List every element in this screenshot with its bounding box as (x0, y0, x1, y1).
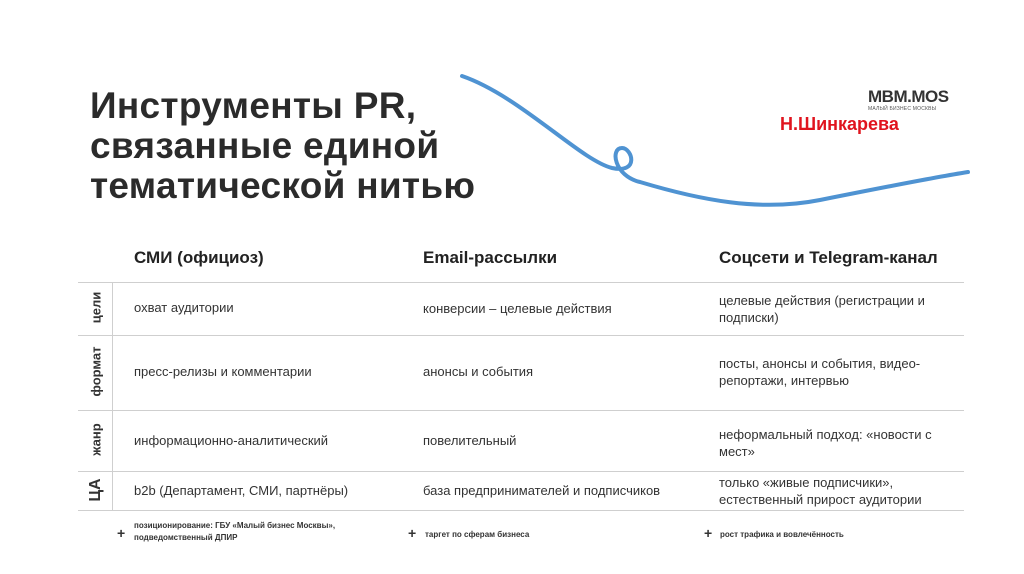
column-header-email: Email-рассылки (423, 248, 558, 267)
table-cell: повелительный (423, 433, 517, 448)
row-label-audience: ЦА (87, 478, 104, 502)
table-cell: информационно-аналитический (134, 433, 329, 448)
table-divider (78, 335, 964, 336)
logo-subtitle: МАЛЫЙ БИЗНЕС МОСКВЫ (868, 106, 937, 112)
row-label-divider (112, 282, 113, 510)
table-divider (78, 471, 964, 472)
table-cell: конверсии – целевые действия (423, 301, 612, 316)
mbm-logo (868, 88, 958, 112)
title-line-1: Инструменты PR, (90, 85, 417, 126)
author-name: Н.Шинкарева (780, 114, 899, 134)
plus-icon: + (117, 525, 126, 541)
footer-note-targeting: таргет по сферам бизнеса (425, 530, 530, 539)
table-cell: охват аудитории (134, 300, 234, 315)
footer-note-traffic: рост трафика и вовлечённость (720, 530, 844, 539)
plus-icon: + (408, 525, 417, 541)
footer-note-positioning: позиционирование: ГБУ «Малый бизнес Москвы», подведомственный ДПИР (134, 521, 336, 542)
table-divider (78, 510, 964, 511)
table-divider (78, 282, 964, 283)
table-cell: посты, анонсы и события, видео-репортажи, интервью (719, 356, 921, 388)
title-line-2: связанные единой (90, 125, 440, 166)
slide-title (90, 86, 475, 206)
plus-icon: + (704, 525, 713, 541)
row-label-goals: цели (88, 291, 104, 324)
table-cell: целевые действия (регистрации и подписки) (719, 293, 925, 325)
column-header-social: Соцсети и Telegram-канал (719, 248, 938, 267)
table-divider (78, 410, 964, 411)
row-label-format: формат (88, 346, 104, 397)
table-cell: пресс-релизы и комментарии (134, 364, 312, 379)
logo-wordmark: MBM.MOS (868, 87, 949, 106)
column-header-media: СМИ (официоз) (134, 248, 264, 267)
table-cell: база предпринимателей и подписчиков (423, 483, 661, 498)
table-cell: неформальный подход: «новости с мест» (719, 427, 932, 459)
table-cell: только «живые подписчики», естественный прирост аудитории (719, 475, 922, 507)
row-label-genre: жанр (88, 423, 104, 456)
title-line-3: тематической нитью (90, 165, 476, 206)
table-cell: анонсы и события (423, 364, 534, 379)
table-cell: b2b (Департамент, СМИ, партнёры) (134, 483, 349, 498)
